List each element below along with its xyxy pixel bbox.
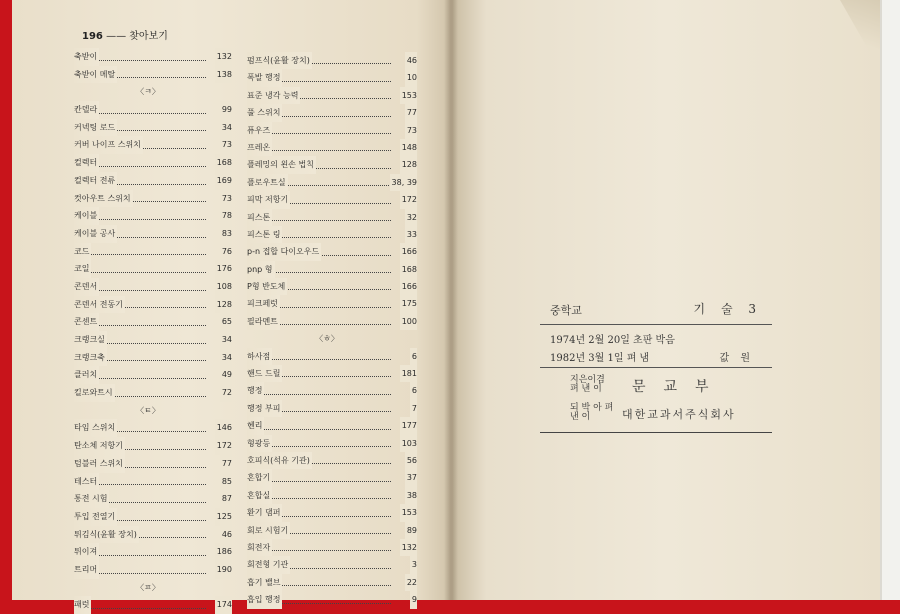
index-term: 콘덴서 [74,278,99,296]
index-page-ref: 169 [215,172,232,190]
first-print-date: 1974년 2월 20일 초판 박음 [550,335,675,346]
colophon-dates [540,325,772,368]
index-entry [237,400,417,417]
index-page-ref: 128 [400,156,417,173]
index-term: 케이블 [74,207,99,225]
index-page-ref: 100 [400,313,417,330]
index-page-ref: 34 [220,119,232,137]
index-page-ref: 73 [220,190,232,208]
index-term: 하사점 [247,348,272,365]
leader-dots [74,254,206,255]
section-label: 〈ㅍ〉 [136,582,160,592]
leader-dots [74,272,206,273]
index-entry [64,596,232,614]
index-page-ref: 78 [220,207,232,225]
index-term: 피막 저항기 [247,191,290,208]
index-term: 컬렉터 전류 [74,172,117,190]
section-label: 〈ㅋ〉 [136,87,160,97]
index-page-ref: 10 [405,69,417,86]
index-term: 형광등 [247,435,272,452]
colophon [540,298,772,433]
index-term: 테스터 [74,473,99,491]
index-term: 피스톤 [247,209,272,226]
index-term: 컷아우트 스위치 [74,190,133,208]
index-page-ref: 38 [405,487,417,504]
index-entry [237,556,417,573]
index-entry [64,384,232,402]
index-page-ref: 175 [400,295,417,312]
index-page-ref: 108 [215,278,232,296]
index-section-heading [64,83,232,101]
index-page-ref: 34 [220,349,232,367]
printer-label: 되 박 아 펴 낸 이 [570,403,614,422]
index-term: P형 반도체 [247,278,287,295]
index-term: 회전자 [247,539,272,556]
index-entry [64,419,232,437]
leader-dots [247,429,391,430]
index-term: 커버 나이프 스위치 [74,136,143,154]
index-entry [237,382,417,399]
index-section-heading [64,402,232,420]
index-page-ref: 77 [405,104,417,121]
index-entry [237,348,417,365]
index-page-ref: 6 [410,382,417,399]
index-page-ref: 7 [410,400,417,417]
index-page-ref: 99 [220,101,232,119]
index-page-ref: 34 [220,331,232,349]
index-entry [237,261,417,278]
index-page-ref: 22 [405,574,417,591]
index-entry [64,260,232,278]
index-term: 행정 [247,382,264,399]
index-page-ref: 172 [400,191,417,208]
section-label: 〈ㅌ〉 [136,405,160,415]
index-entry [237,69,417,86]
index-entry [237,191,417,208]
index-term: 코드 [74,243,91,261]
index-entry [237,122,417,139]
index-entry [64,154,232,172]
index-entry [237,504,417,521]
index-entry [237,469,417,486]
index-term: 축받이 [74,48,99,66]
index-entry [64,190,232,208]
index-entry [64,490,232,508]
index-entry [237,539,417,556]
index-column-left [64,48,232,614]
index-term: 통전 시험 [74,490,109,508]
index-entry [237,209,417,226]
index-page-ref: 76 [220,243,232,261]
index-term: 혼합실 [247,487,272,504]
index-entry [64,172,232,190]
index-page-ref: 73 [405,122,417,139]
index-page-ref: 73 [220,136,232,154]
index-entry [237,278,417,295]
index-entry [237,139,417,156]
index-page-ref: 65 [220,313,232,331]
index-entry [237,417,417,434]
index-section-heading [237,330,417,347]
index-entry [64,508,232,526]
index-term: p-n 접합 다이오우드 [247,243,321,260]
index-term: 피스톤 링 [247,226,282,243]
index-page-ref: 56 [405,452,417,469]
index-page-ref: 77 [220,455,232,473]
index-entry [237,52,417,69]
index-term: 핸드 드릴 [247,365,282,382]
index-term: 표준 냉각 능력 [247,87,300,104]
index-term: 코일 [74,260,91,278]
subject-title: 기 술 3 [693,302,762,316]
index-entry [64,526,232,544]
index-entry [64,366,232,384]
index-page-ref: 153 [400,87,417,104]
index-term: 칸델라 [74,101,99,119]
index-term: 텀블러 스위치 [74,455,125,473]
index-term: 케이블 공사 [74,225,117,243]
index-entry [237,243,417,260]
publish-date: 1982년 3월 1일 펴 냄 [550,353,650,364]
index-page-ref: 85 [220,473,232,491]
index-column-right [237,52,417,609]
index-page-ref: 174 [215,596,232,614]
index-entry [64,561,232,579]
printer-name: 대한교과서주식회사 [622,408,736,421]
index-entry [64,119,232,137]
index-term: 트리머 [74,561,99,579]
index-page-ref: 46 [405,52,417,69]
index-page-ref: 168 [215,154,232,172]
index-entry [64,48,232,66]
colophon-publishers [540,368,772,433]
index-term: 투입 전열기 [74,508,117,526]
index-term: 콘덴서 전동기 [74,296,125,314]
index-term: 컬렉터 [74,154,99,172]
index-term: 플로우트실 [247,174,288,191]
index-term: pnp 형 [247,261,275,278]
index-entry [64,437,232,455]
index-entry [237,295,417,312]
index-term: 커넥팅 로드 [74,119,117,137]
page-number: 196 [82,31,103,42]
index-term: 폭발 행정 [247,69,282,86]
index-page-ref: 172 [215,437,232,455]
index-term: 필라멘트 [247,313,280,330]
index-entry [64,473,232,491]
index-term: 회로 시험기 [247,522,290,539]
index-page-ref: 132 [400,539,417,556]
index-page-ref: 38, 39 [390,174,417,191]
index-term: 퓨우즈 [247,122,272,139]
index-page-ref: 177 [400,417,417,434]
index-page-ref: 153 [400,504,417,521]
index-entry [64,225,232,243]
index-term: 풀 스위치 [247,104,282,121]
header-title: 찾아보기 [129,31,168,42]
index-entry [64,349,232,367]
index-entry [64,66,232,84]
index-page-ref: 138 [215,66,232,84]
index-entry [237,226,417,243]
index-page-ref: 146 [215,419,232,437]
index-term: 클러치 [74,366,99,384]
index-page-ref: 83 [220,225,232,243]
index-page-ref: 166 [400,278,417,295]
index-page-ref: 87 [220,490,232,508]
index-entry [64,207,232,225]
index-page-ref: 72 [220,384,232,402]
index-term: 흡기 밸브 [247,574,282,591]
header-dash: —— [106,31,127,42]
index-page-ref: 168 [400,261,417,278]
author-label: 지은이겸 펴 낸 이 [570,375,605,394]
colophon-title-row [540,298,772,325]
index-term: 펌프식(윤활 장치) [247,52,312,69]
index-entry [237,574,417,591]
index-entry [64,101,232,119]
index-entry [237,365,417,382]
index-term: 탄소체 저항기 [74,437,125,455]
index-page-ref: 6 [410,348,417,365]
index-term: 환기 댐퍼 [247,504,282,521]
index-term: 흡입 행정 [247,591,282,608]
index-entry [64,543,232,561]
index-page-ref: 148 [400,139,417,156]
index-page-ref: 37 [405,469,417,486]
index-page-ref: 166 [400,243,417,260]
leader-dots [247,394,391,395]
author-name: 문교부 [632,379,727,395]
school-level: 중학교 [550,304,582,317]
index-page-ref: 176 [215,260,232,278]
index-page-ref: 33 [405,226,417,243]
index-page-ref: 190 [215,561,232,579]
index-entry [237,452,417,469]
leader-dots [74,608,206,609]
index-page-ref: 3 [410,556,417,573]
index-page-ref: 125 [215,508,232,526]
page-header [82,27,168,42]
index-entry [237,104,417,121]
book-gutter [444,0,458,600]
index-entry [237,174,417,191]
index-entry [237,487,417,504]
index-page-ref: 89 [405,522,417,539]
index-term: 튀김식(윤활 장치) [74,526,139,544]
index-term: 튀이져 [74,543,99,561]
index-entry [237,522,417,539]
index-entry [64,136,232,154]
index-page-ref: 181 [400,365,417,382]
index-term: 프레온 [247,139,272,156]
index-entry [237,313,417,330]
index-page-ref: 49 [220,366,232,384]
index-entry [237,156,417,173]
index-term: 타임 스위치 [74,419,117,437]
index-term: 킬로와트시 [74,384,115,402]
index-page-ref: 32 [405,209,417,226]
section-label: 〈ㅎ〉 [315,334,339,344]
index-term: 호피식(석유 기관) [247,452,312,469]
index-entry [64,331,232,349]
index-entry [64,296,232,314]
index-term: 혼합기 [247,469,272,486]
index-entry [237,435,417,452]
index-term: 콘센트 [74,313,99,331]
index-page-ref: 128 [215,296,232,314]
index-term: 헨리 [247,417,264,434]
index-entry [64,243,232,261]
index-term: 축받이 메탈 [74,66,117,84]
index-page-ref: 103 [400,435,417,452]
index-entry [64,313,232,331]
left-page [12,0,452,610]
index-term: 플레밍의 왼손 법칙 [247,156,316,173]
index-term: 피크페럿 [247,295,280,312]
index-entry [237,87,417,104]
index-term: 크랭크축 [74,349,107,367]
index-page-ref: 132 [215,48,232,66]
index-page-ref: 186 [215,543,232,561]
index-page-ref: 46 [220,526,232,544]
index-page-ref: 9 [410,591,417,608]
index-term: 크랭크실 [74,331,107,349]
price-label: 값 원 [719,353,754,364]
index-term: 행정 부피 [247,400,282,417]
index-section-heading [64,579,232,597]
index-term: 회전형 기관 [247,556,290,573]
index-term: 패럿 [74,596,91,614]
index-entry [64,455,232,473]
index-entry [64,278,232,296]
folded-corner [840,0,880,70]
